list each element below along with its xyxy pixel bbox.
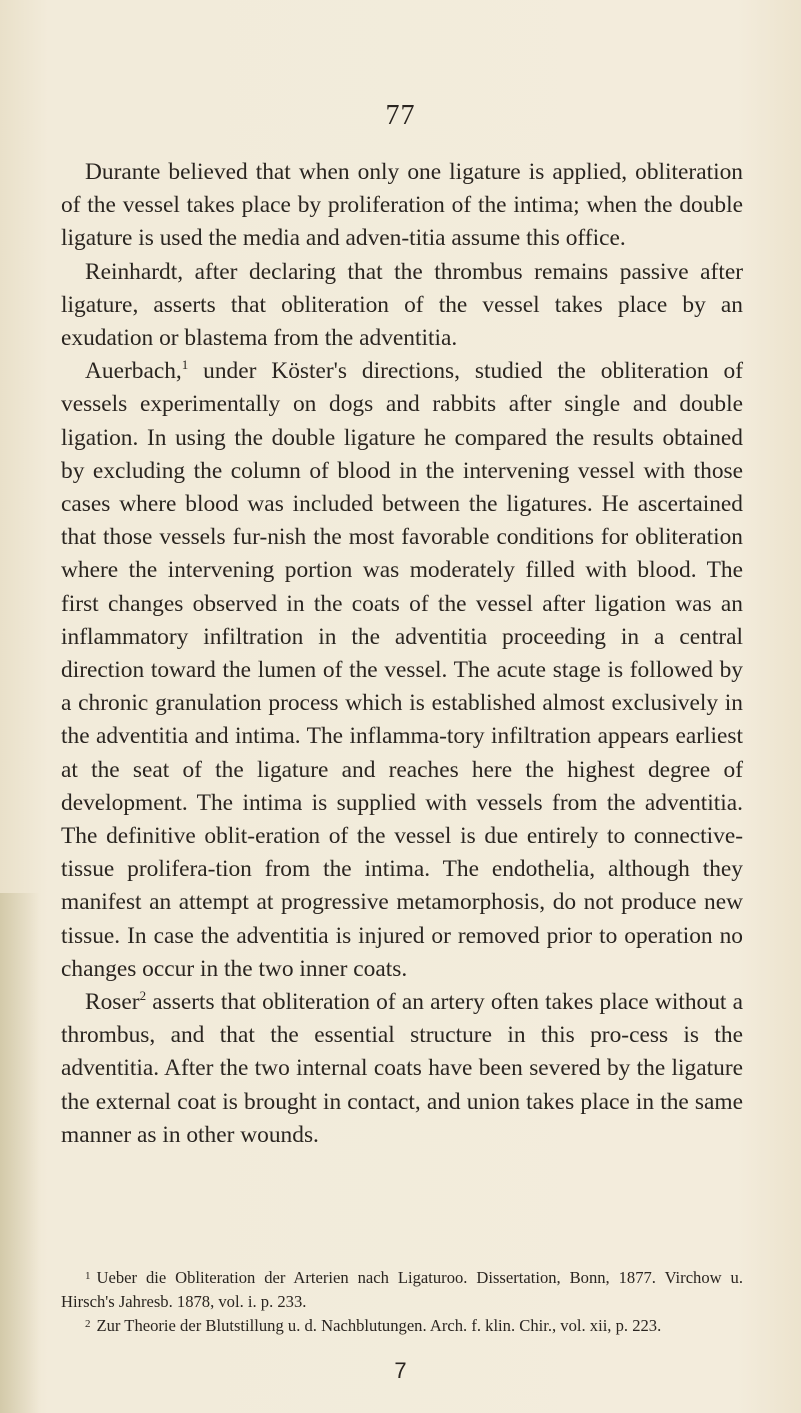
footnote-reference: 1 [181, 357, 189, 373]
footnote-mark: 2 [85, 1318, 91, 1330]
signature-mark: 7 [394, 1358, 407, 1383]
paragraph-auerbach [61, 355, 743, 986]
page-edge-stain [0, 893, 40, 1413]
paragraph-lead: Auerbach, [85, 358, 182, 385]
page-number: 77 [385, 100, 416, 131]
footnote-text: Ueber die Obliteration der Arterien nach Ligaturoo. Dissertation, Bonn, 1877. Virchow u. Hirsch's Jahresb. 1878, vol. i. p. 233. [61, 1268, 743, 1311]
footnote-mark: 1 [85, 1270, 91, 1282]
paragraph-reinhardt [61, 256, 743, 356]
paragraph-lead: Roser [85, 989, 140, 1016]
paragraph-text: under Köster's directions, studied the obliteration of vessels experimentally on dogs and rabbits after single and double ligation. In using the double ligature he compared the results obtained by excluding the column of blood in the intervening vessel with those cases where blood was included between the ligatures. He ascertained that those vessels fur-nish the most favorable conditions for obliteration where the intervening portion was moderately filled with blood. The first changes observed in the coats of the vessel after ligation was an inflammatory infiltration in the adventitia proceeding in a central direction toward the lumen of the vessel. The acute stage is followed by a chronic granulation process which is established almost exclusively in the adventitia and intima. The inflamma-tory infiltration appears earliest at the seat of the ligature and reaches here the highest degree of development. The intima is supplied with vessels from the adventitia. The definitive oblit-eration of the vessel is due entirely to connective-tissue prolifera-tion from the intima. The endothelia, although they manifest an attempt at progressive metamorphosis, do not produce new tissue. In case the adventitia is injured or removed prior to operation no changes occur in the two inner coats. [61, 358, 743, 982]
footnote [61, 1314, 743, 1338]
body-text [61, 156, 743, 1152]
footnote [61, 1266, 743, 1314]
paragraph-durante [61, 156, 743, 256]
paragraph-text: Durante believed that when only one ligature is applied, obliteration of the vessel takes place by proliferation of the intima; when the double ligature is used the media and adven-titia assume this office. [61, 159, 743, 252]
paragraph-text: asserts that obliteration of an artery often takes place without a thrombus, and that the essential structure in this pro-cess is the adventitia. After the two internal coats have been severed by the ligature the external coat is brought in contact, and union takes place in the same manner as in other wounds. [61, 989, 743, 1148]
paragraph-roser [61, 986, 743, 1152]
paragraph-text: Reinhardt, after declaring that the thrombus remains passive after ligature, asserts that obliteration of the vessel takes place by an exudation or blastema from the adventitia. [61, 258, 743, 352]
footnote-text: Zur Theorie der Blutstillung u. d. Nachblutungen. Arch. f. klin. Chir., vol. xii, p. 223. [96, 1316, 662, 1335]
footnotes [61, 1266, 743, 1338]
footnote-reference: 2 [139, 988, 147, 1004]
